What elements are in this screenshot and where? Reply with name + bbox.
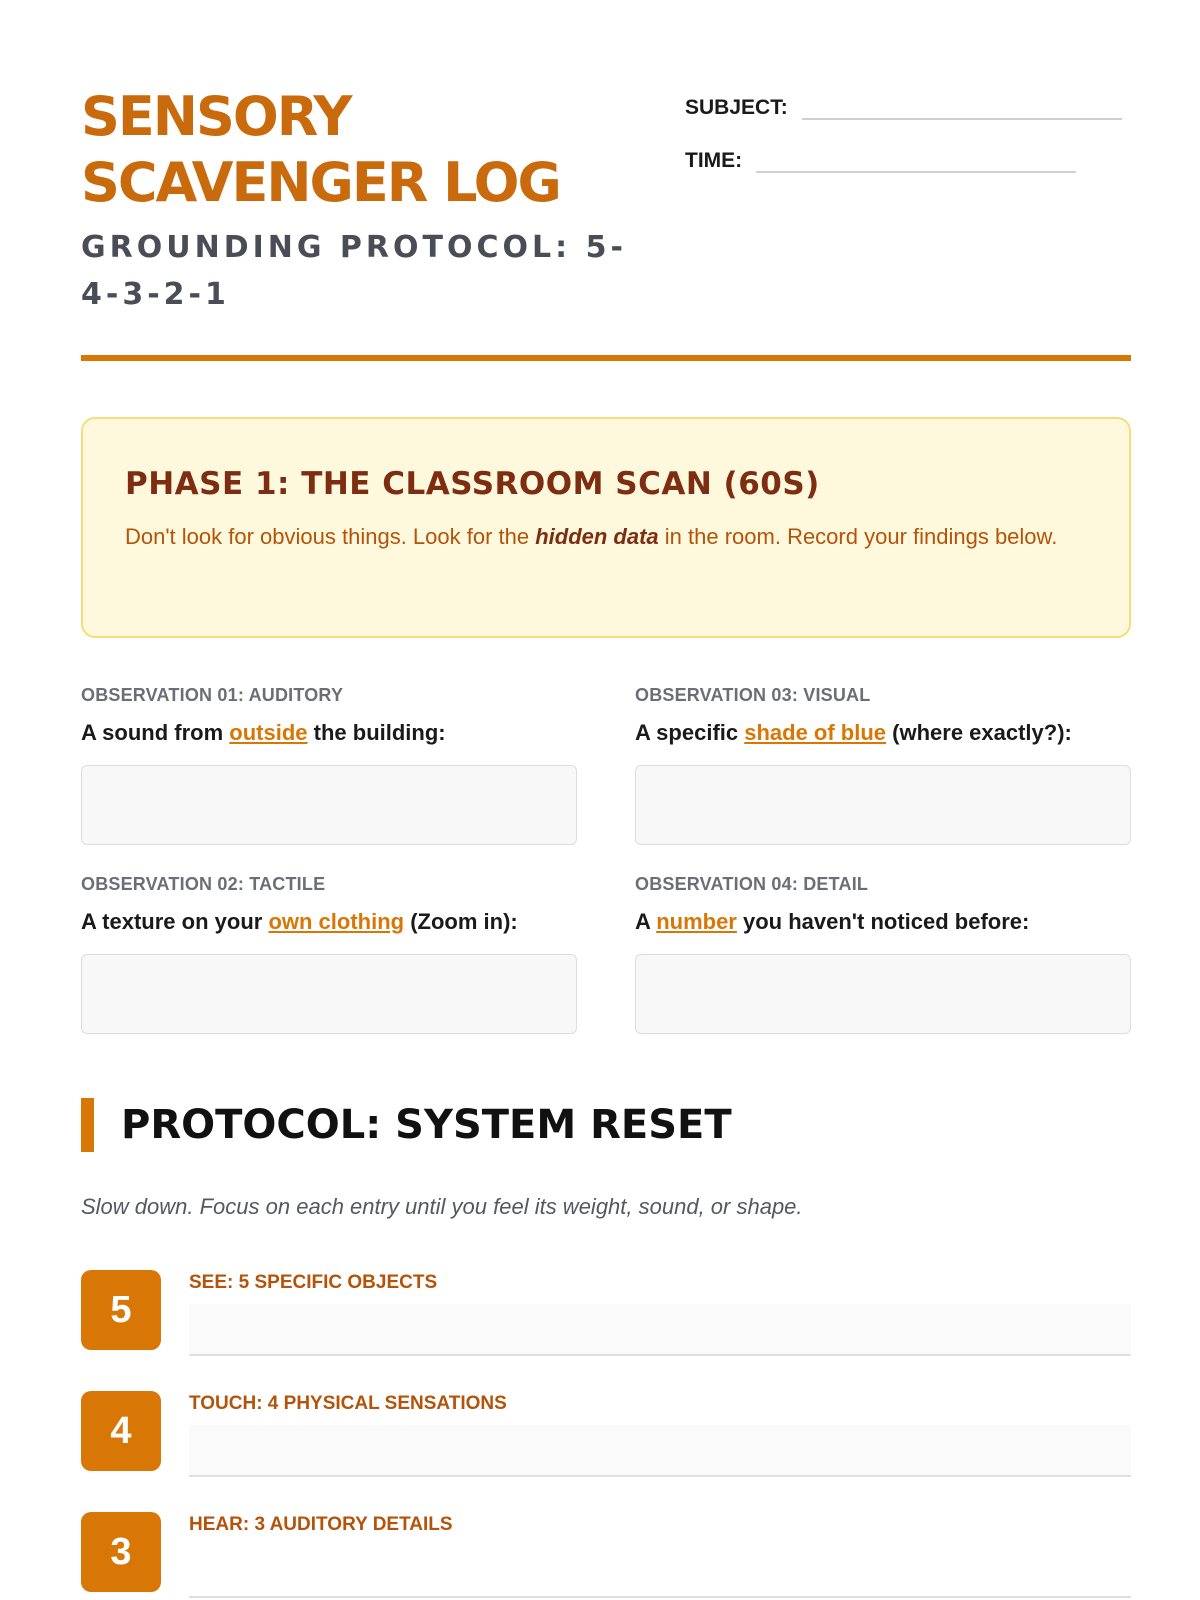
observation-auditory — [81, 684, 577, 845]
protocol-title: PROTOCOL: SYSTEM RESET — [121, 1102, 732, 1148]
phase-title: PHASE 1: THE CLASSROOM SCAN (60S) — [125, 466, 820, 502]
phase-text-emphasis: hidden data — [535, 524, 659, 549]
observation-prompt — [81, 909, 577, 935]
subject-field[interactable] — [802, 96, 1122, 120]
meta-fields — [685, 84, 1131, 190]
step-number-badge: 5 — [81, 1270, 161, 1350]
header-divider — [81, 355, 1131, 361]
observation-input[interactable] — [635, 765, 1131, 845]
step-number-badge: 3 — [81, 1512, 161, 1592]
time-label: TIME: — [685, 149, 743, 172]
observation-prompt — [635, 720, 1131, 746]
observation-input[interactable] — [81, 954, 577, 1034]
title-line-2: SCAVENGER LOG — [81, 151, 560, 214]
step-input[interactable] — [189, 1425, 1131, 1477]
header — [81, 84, 1131, 384]
title-line-1: SENSORY — [81, 85, 351, 148]
time-field[interactable] — [756, 149, 1076, 173]
prompt-text: (where exactly?): — [886, 720, 1072, 745]
observation-detail — [635, 873, 1131, 1034]
step-label: HEAR: 3 AUDITORY DETAILS — [189, 1514, 453, 1535]
prompt-highlight: outside — [229, 720, 308, 745]
step-touch — [81, 1391, 1131, 1471]
observation-input[interactable] — [635, 954, 1131, 1034]
prompt-text: you haven't noticed before: — [736, 909, 1030, 934]
observation-tactile — [81, 873, 577, 1034]
observation-prompt — [81, 720, 577, 746]
phase-instructions — [125, 517, 1087, 556]
time-row — [685, 137, 1131, 173]
observation-label: OBSERVATION 01: AUDITORY — [81, 685, 344, 705]
prompt-text: (Zoom in): — [404, 909, 518, 934]
observation-visual — [635, 684, 1131, 845]
subject-row — [685, 84, 1131, 120]
prompt-text: the building: — [307, 720, 446, 745]
prompt-text: A sound from — [81, 720, 230, 745]
prompt-highlight: shade of blue — [744, 720, 887, 745]
step-input[interactable] — [189, 1596, 1131, 1598]
step-number-badge: 4 — [81, 1391, 161, 1471]
step-label: SEE: 5 SPECIFIC OBJECTS — [189, 1272, 438, 1293]
observation-label: OBSERVATION 02: TACTILE — [81, 874, 326, 894]
observation-label: OBSERVATION 03: VISUAL — [635, 685, 871, 705]
phase-box — [81, 417, 1131, 638]
prompt-text: A specific — [635, 720, 745, 745]
phase-text-before: Don't look for obvious things. Look for the — [125, 524, 536, 549]
observation-input[interactable] — [81, 765, 577, 845]
step-label: TOUCH: 4 PHYSICAL SENSATIONS — [189, 1393, 507, 1414]
step-see — [81, 1270, 1131, 1350]
protocol-header — [81, 1098, 1131, 1152]
protocol-accent-bar — [81, 1098, 94, 1152]
page-subtitle: GROUNDING PROTOCOL: 5-4-3-2-1 — [81, 230, 627, 312]
phase-text-after: in the room. Record your findings below. — [658, 524, 1058, 549]
protocol-subtitle: Slow down. Focus on each entry until you feel its weight, sound, or shape. — [81, 1194, 803, 1219]
page-title — [81, 84, 641, 216]
subject-label: SUBJECT: — [685, 96, 788, 119]
prompt-highlight: number — [656, 909, 737, 934]
prompt-text: A texture on your — [81, 909, 269, 934]
step-hear — [81, 1512, 1131, 1592]
prompt-text: A — [635, 909, 657, 934]
prompt-highlight: own clothing — [268, 909, 405, 934]
step-input[interactable] — [189, 1304, 1131, 1356]
observation-prompt — [635, 909, 1131, 935]
observation-label: OBSERVATION 04: DETAIL — [635, 874, 869, 894]
